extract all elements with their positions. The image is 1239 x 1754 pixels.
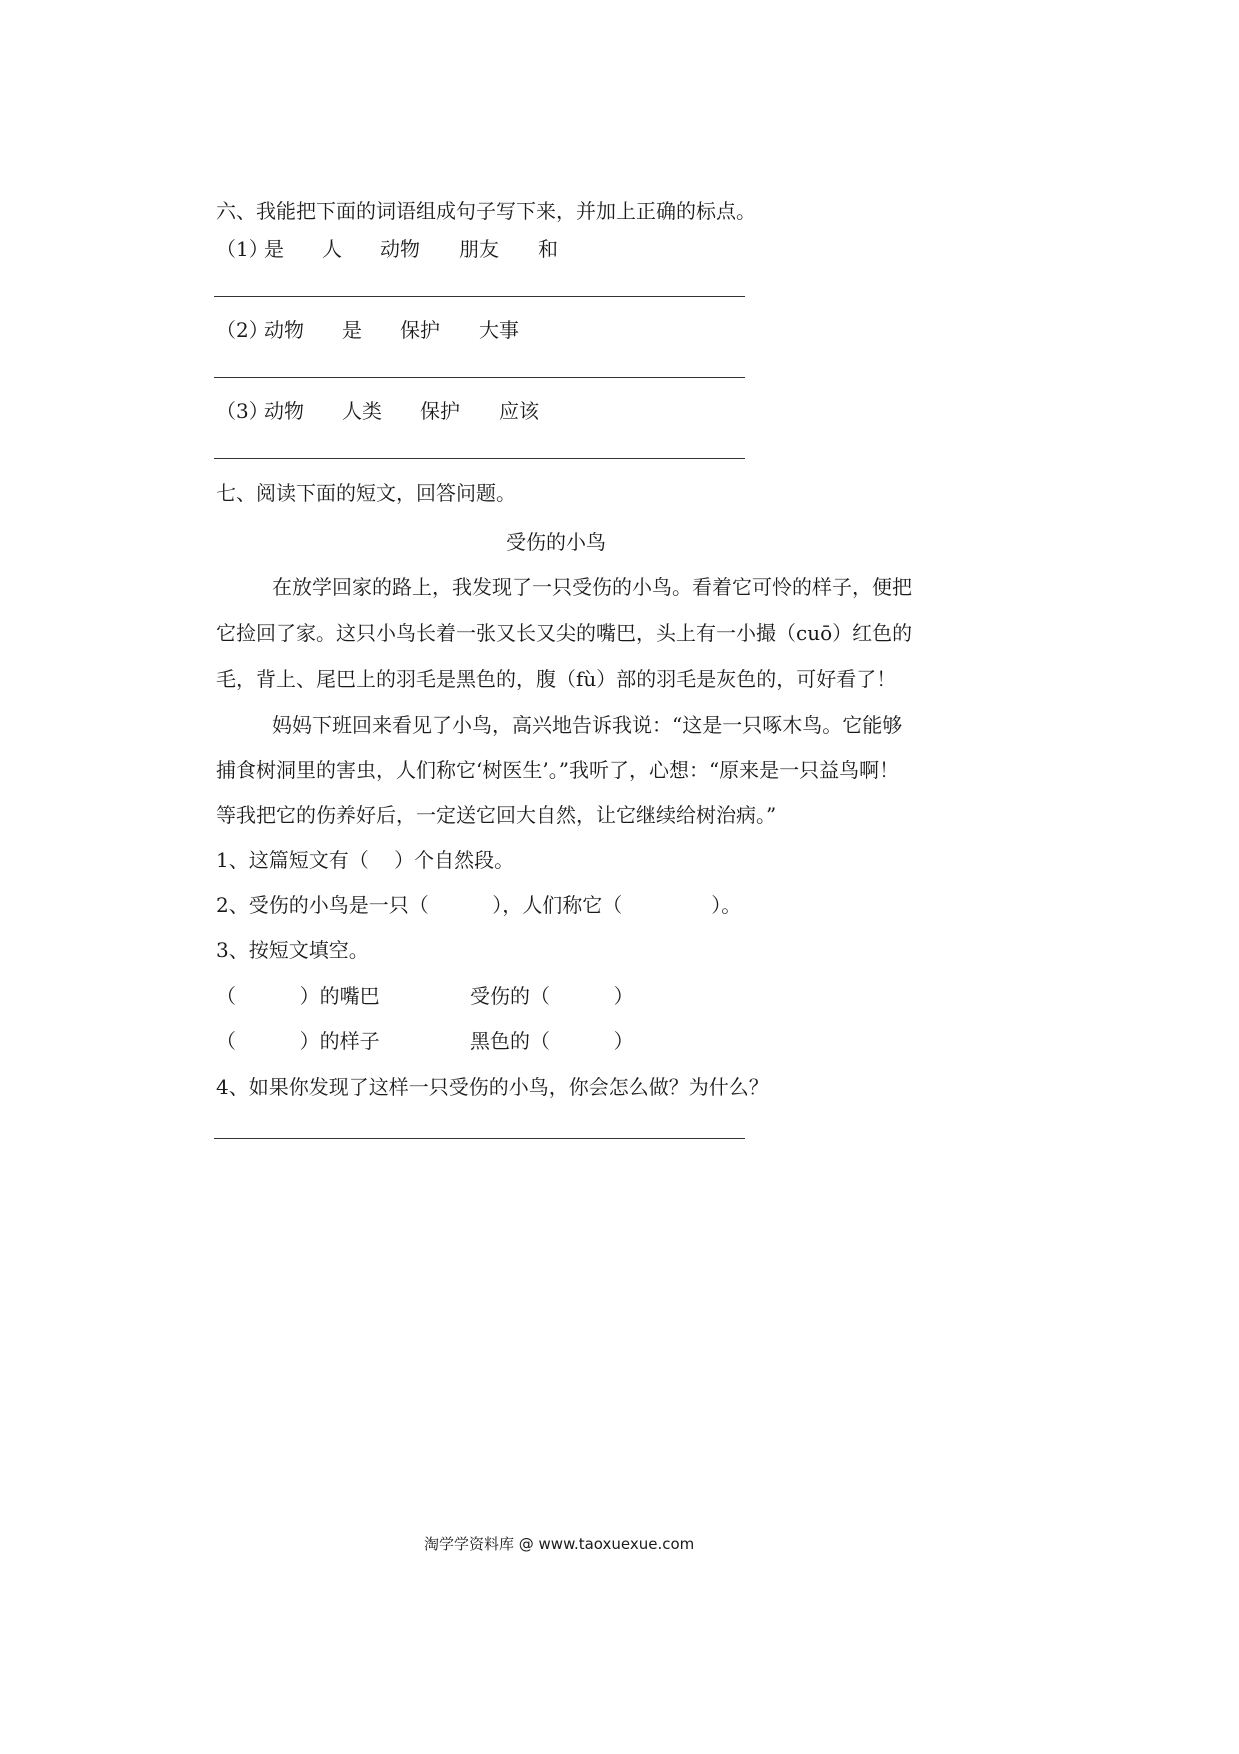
question-1: 1、这篇短文有（ ）个自然段。: [216, 848, 515, 872]
item3-word: 人类: [342, 399, 382, 423]
item2-word: 大事: [479, 318, 519, 342]
answer-line[interactable]: [214, 458, 745, 459]
item1-word: 是: [264, 237, 284, 261]
item3-word: 保护: [420, 399, 460, 423]
section7-heading: 七、阅读下面的短文，回答问题。: [216, 481, 516, 505]
item1-word: 朋友: [459, 237, 499, 261]
item3-word: 动物: [264, 399, 304, 423]
passage-title: 受伤的小鸟: [506, 530, 606, 554]
passage-line: 等我把它的伤养好后，一定送它回大自然，让它继续给树治病。”: [216, 803, 777, 827]
section6-heading: 六、我能把下面的词语组成句子写下来，并加上正确的标点。: [216, 199, 756, 223]
fill-blank-item: （ ）的样子: [216, 1029, 380, 1053]
item1-word: 动物: [380, 237, 420, 261]
fill-blank-item: 黑色的（ ）: [470, 1029, 634, 1053]
item1-word: 和: [538, 237, 558, 261]
item1-number: （1）: [216, 237, 269, 261]
answer-line[interactable]: [214, 1138, 745, 1139]
fill-blank-item: 受伤的（ ）: [470, 984, 634, 1008]
item2-word: 动物: [264, 318, 304, 342]
item2-word: 是: [342, 318, 362, 342]
fill-blank-item: （ ）的嘴巴: [216, 984, 380, 1008]
item2-word: 保护: [400, 318, 440, 342]
passage-line: 它捡回了家。这只小鸟长着一张又长又尖的嘴巴，头上有一小撮（cuō）红色的: [216, 621, 913, 645]
passage-line: 妈妈下班回来看见了小鸟，高兴地告诉我说：“这是一只啄木鸟。它能够: [272, 713, 903, 737]
question-4: 4、如果你发现了这样一只受伤的小鸟，你会怎么做？为什么？: [216, 1075, 769, 1099]
passage-line: 捕食树洞里的害虫，人们称它‘树医生’。”我听了，心想：“原来是一只益鸟啊！: [216, 758, 900, 782]
item3-number: （3）: [216, 399, 269, 423]
item3-word: 应该: [499, 399, 539, 423]
footer-watermark: 淘学学资料库 @ www.taoxuexue.com: [424, 1535, 695, 1553]
question-3: 3、按短文填空。: [216, 938, 369, 962]
question-2: 2、受伤的小鸟是一只（ ），人们称它（ ）。: [216, 893, 742, 917]
item2-number: （2）: [216, 318, 269, 342]
answer-line[interactable]: [214, 296, 745, 297]
passage-line: 毛，背上、尾巴上的羽毛是黑色的，腹（fù）部的羽毛是灰色的，可好看了！: [216, 667, 897, 691]
item1-word: 人: [322, 237, 342, 261]
passage-line: 在放学回家的路上，我发现了一只受伤的小鸟。看着它可怜的样子，便把: [272, 575, 912, 599]
answer-line[interactable]: [214, 377, 745, 378]
